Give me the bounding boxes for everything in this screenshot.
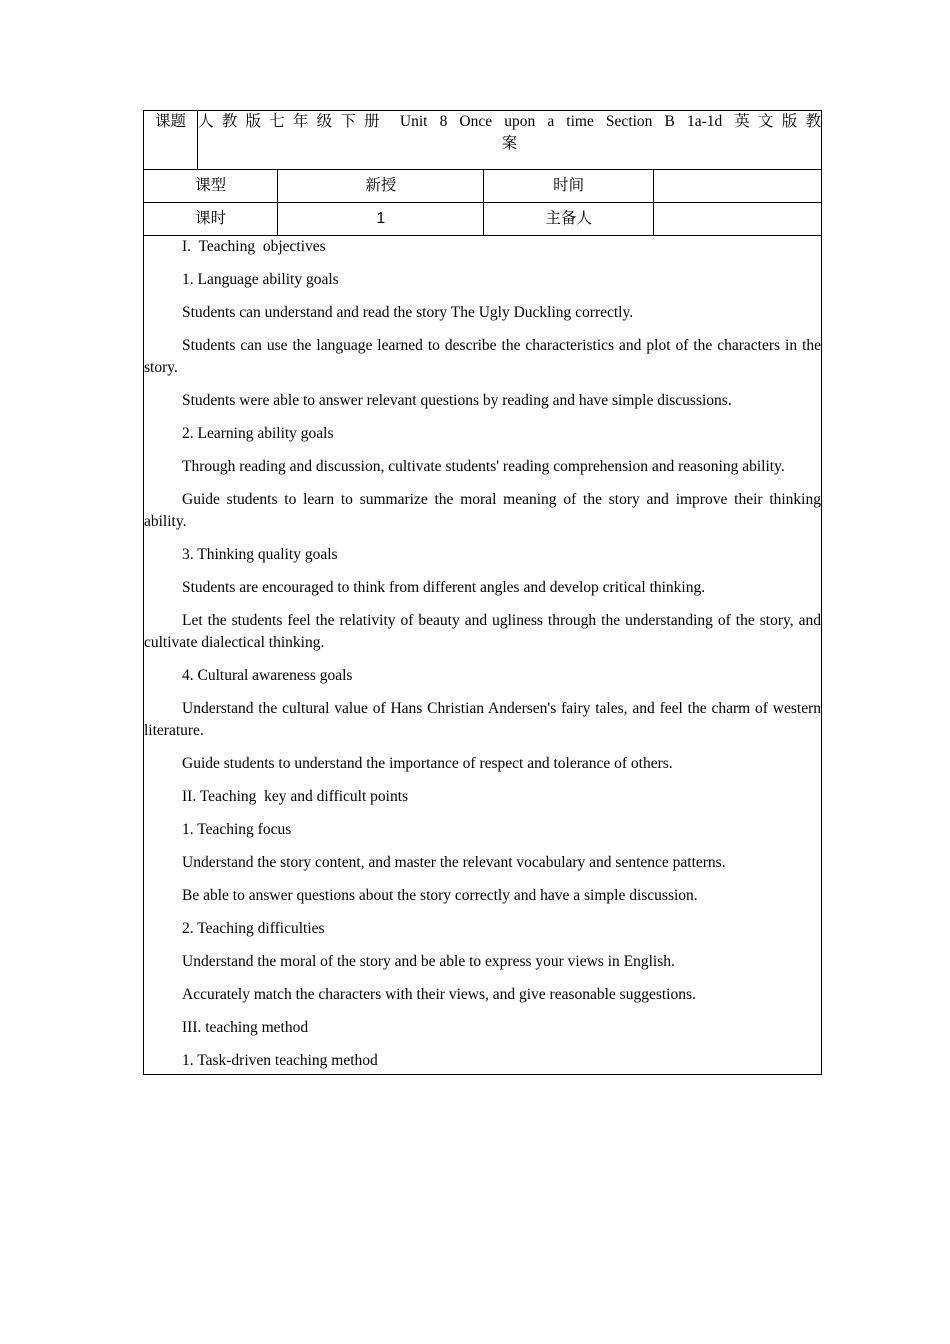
table-row-lesson-type	[144, 170, 822, 203]
period-label-cell: 课时	[144, 203, 278, 236]
content-paragraph: 1. Task-driven teaching method	[182, 1052, 378, 1069]
main-preparer-value-cell	[653, 203, 821, 236]
content-paragraph: Students are encouraged to think from different angles and develop critical thinking.	[182, 579, 706, 596]
table-row-period	[144, 203, 822, 236]
content-paragraph: Understand the moral of the story and be able to express your views in English.	[182, 953, 675, 970]
content-paragraph: Accurately match the characters with their views, and give reasonable suggestions.	[182, 986, 696, 1003]
lesson-content-cell	[144, 236, 825, 1075]
lesson-type-value-cell: 新授	[278, 170, 484, 203]
content-paragraph: 1. Language ability goals	[182, 271, 339, 288]
content-paragraph: 4. Cultural awareness goals	[182, 667, 353, 684]
lesson-type-label-cell: 课型	[144, 170, 278, 203]
table-row-subject	[144, 111, 822, 170]
main-preparer-label-cell: 主备人	[484, 203, 653, 236]
content-paragraph: 2. Teaching difficulties	[182, 920, 325, 937]
content-paragraph: Guide students to learn to summarize the moral meaning of the story and improve their thinking ability.	[144, 491, 825, 530]
subject-title-line-1: 人教版七年级下册 Unit 8 Once upon a time Section B 1a-1d 英文版教	[198, 113, 821, 130]
content-paragraph: Guide students to understand the importance of respect and tolerance of others.	[182, 755, 673, 772]
subject-title-line-2: 案	[501, 135, 518, 153]
content-paragraph: 3. Thinking quality goals	[182, 546, 338, 563]
content-paragraph: Students can use the language learned to describe the characteristics and plot of the characters in the story.	[144, 337, 825, 376]
lesson-plan-table	[143, 110, 825, 1075]
content-paragraph: Be able to answer questions about the story correctly and have a simple discussion.	[182, 887, 698, 904]
date-label-cell: 时间	[484, 170, 653, 203]
content-paragraph: I. Teaching objectives	[182, 238, 326, 255]
date-value-cell	[653, 170, 821, 203]
table-row-content	[144, 236, 822, 1075]
subject-label-cell: 课题	[144, 111, 198, 170]
content-paragraph: Understand the cultural value of Hans Christian Andersen's fairy tales, and feel the charm of western literature.	[144, 700, 825, 739]
subject-value-cell	[198, 111, 822, 170]
content-paragraph: III. teaching method	[182, 1019, 309, 1036]
content-paragraph: 1. Teaching focus	[182, 821, 292, 838]
content-paragraph: 2. Learning ability goals	[182, 425, 334, 442]
period-value-cell: 1	[278, 203, 484, 236]
content-paragraph: II. Teaching key and difficult points	[182, 788, 409, 805]
content-paragraph: Through reading and discussion, cultivate students' reading comprehension and reasoning ability.	[182, 458, 785, 475]
content-paragraph: Let the students feel the relativity of beauty and ugliness through the understanding of the story, and cultivate dialectical thinking.	[144, 612, 825, 651]
content-paragraph: Understand the story content, and master the relevant vocabulary and sentence patterns.	[182, 854, 726, 871]
content-paragraph: Students were able to answer relevant questions by reading and have simple discussions.	[182, 392, 732, 409]
content-paragraph: Students can understand and read the story The Ugly Duckling correctly.	[182, 304, 634, 321]
